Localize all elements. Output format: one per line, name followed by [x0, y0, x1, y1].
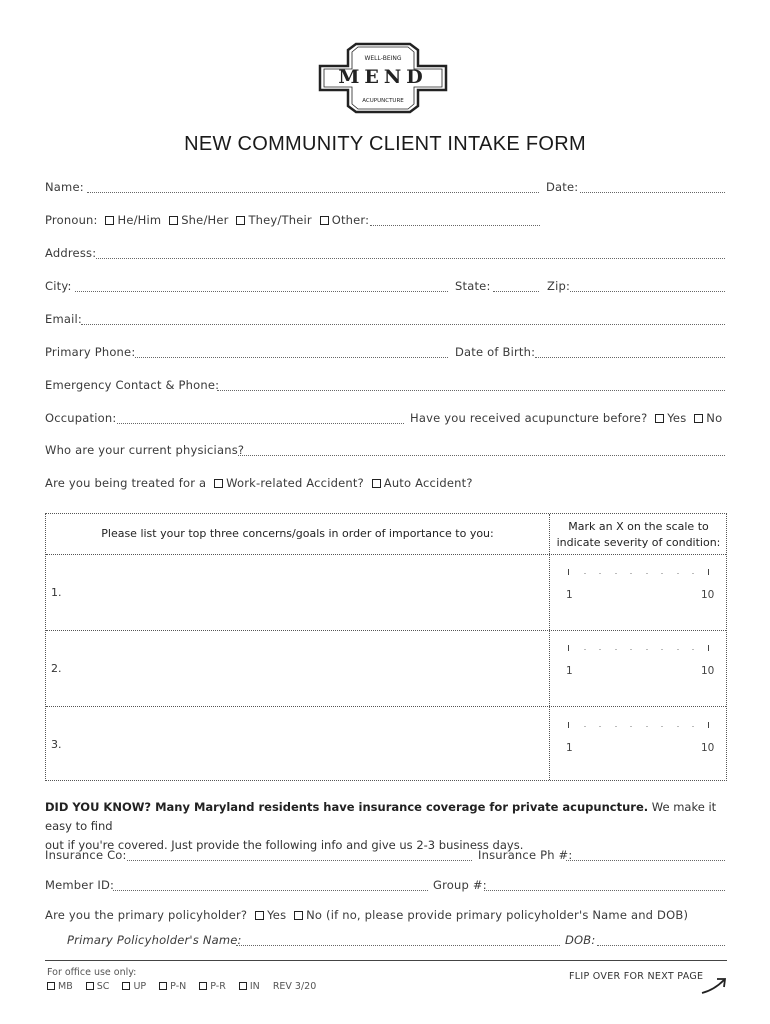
insurance-phone-label: Insurance Ph #:: [478, 848, 573, 862]
severity-header: [549, 519, 728, 551]
they-their-checkbox[interactable]: [236, 216, 245, 225]
policyholder-dob-field[interactable]: [597, 945, 725, 946]
occupation-field[interactable]: [117, 423, 404, 424]
scale-dot: [692, 573, 694, 574]
zip-field[interactable]: [570, 291, 725, 292]
emergency-label: Emergency Contact & Phone:: [45, 378, 220, 392]
city-label: City:: [45, 279, 72, 293]
treated-for-label: Are you being treated for a: [45, 476, 207, 490]
scale-dot: [677, 573, 679, 574]
physicians-field[interactable]: [238, 455, 725, 456]
city-field[interactable]: [75, 291, 448, 292]
acu-no-checkbox[interactable]: [694, 414, 703, 423]
scale-dot: [646, 726, 648, 727]
scale-dot: [630, 649, 632, 650]
state-label: State:: [455, 279, 491, 293]
svg-text:WELL-BEING: WELL-BEING: [364, 55, 402, 62]
severity-scale-3[interactable]: [561, 722, 721, 762]
scale-dot: [615, 649, 617, 650]
office-in-label: IN: [249, 981, 260, 992]
email-field[interactable]: [81, 324, 725, 325]
footer-rule: [45, 960, 727, 961]
office-sc-checkbox[interactable]: [86, 982, 94, 990]
accident-row: [45, 476, 473, 490]
scale-dot: [692, 726, 694, 727]
scale-dot: [677, 649, 679, 650]
auto-accident-checkbox[interactable]: [372, 479, 381, 488]
concern-1-field[interactable]: [64, 558, 544, 626]
concern-number: 2.: [51, 662, 62, 675]
scale-dot: [615, 726, 617, 727]
severity-scale-2[interactable]: [561, 645, 721, 685]
acu-yes-label: Yes: [667, 411, 687, 425]
group-field[interactable]: [484, 890, 725, 891]
office-sc-label: SC: [96, 981, 110, 992]
other-pronoun-field[interactable]: [370, 225, 540, 226]
mend-logo: [318, 42, 448, 114]
address-label: Address:: [45, 246, 97, 260]
date-field[interactable]: [580, 192, 725, 193]
acu-yes-checkbox[interactable]: [655, 414, 664, 423]
policy-yes-label: Yes: [267, 908, 287, 922]
acupuncture-question: [410, 411, 722, 425]
date-label: Date:: [546, 180, 579, 194]
office-pn-checkbox[interactable]: [159, 982, 167, 990]
office-up-checkbox[interactable]: [122, 982, 130, 990]
phone-label: Primary Phone:: [45, 345, 136, 359]
insurance-note-bold: DID YOU KNOW? Many Maryland residents have insurance coverage for private acupuncture.: [45, 800, 649, 814]
table-header-divider: [46, 554, 726, 555]
scale-tick: [708, 569, 709, 575]
office-pr-checkbox[interactable]: [199, 982, 207, 990]
member-id-label: Member ID:: [45, 878, 115, 892]
concern-number: 1.: [51, 586, 62, 599]
address-field[interactable]: [96, 258, 725, 259]
policyholder-row: [45, 908, 688, 922]
concerns-table: [45, 513, 727, 781]
concern-3-field[interactable]: [64, 710, 544, 778]
auto-accident-label: Auto Accident?: [383, 476, 473, 490]
policy-no-label: No (if no, please provide primary policyholder's Name and DOB): [306, 908, 689, 922]
scale-dot: [646, 649, 648, 650]
office-use-row: [47, 981, 316, 992]
name-label: Name:: [45, 180, 84, 194]
severity-header-line1: Mark an X on the scale to: [568, 520, 709, 533]
scale-dot: [630, 726, 632, 727]
flip-over-label: FLIP OVER FOR NEXT PAGE: [569, 971, 704, 982]
concern-2-field[interactable]: [64, 634, 544, 702]
group-label: Group #:: [433, 878, 487, 892]
other-label: Other:: [331, 213, 370, 227]
office-pn-label: P-N: [170, 981, 187, 992]
insurance-co-label: Insurance Co:: [45, 848, 127, 862]
scale-dot: [661, 649, 663, 650]
scale-tick: [568, 722, 569, 728]
scale-dot: [692, 649, 694, 650]
scale-max-label: 10: [701, 665, 715, 677]
they-their-label: They/Their: [248, 213, 312, 227]
scale-dot: [630, 573, 632, 574]
scale-tick: [708, 722, 709, 728]
scale-tick: [568, 569, 569, 575]
emergency-field[interactable]: [217, 390, 725, 391]
email-label: Email:: [45, 312, 82, 326]
scale-dot: [677, 726, 679, 727]
occupation-label: Occupation:: [45, 411, 117, 425]
acu-no-label: No: [706, 411, 723, 425]
scale-dot: [599, 573, 601, 574]
scale-min-label: 1: [566, 589, 573, 601]
scale-tick: [568, 645, 569, 651]
insurance-co-field[interactable]: [127, 860, 472, 861]
office-mb-checkbox[interactable]: [47, 982, 55, 990]
page-title: NEW COMMUNITY CLIENT INTAKE FORM: [184, 133, 586, 155]
name-field[interactable]: [87, 192, 539, 193]
policy-no-checkbox[interactable]: [294, 911, 303, 920]
revision-label: REV 3/20: [272, 981, 317, 992]
policy-yes-checkbox[interactable]: [255, 911, 264, 920]
he-him-checkbox[interactable]: [105, 216, 114, 225]
other-checkbox[interactable]: [320, 216, 329, 225]
arrow-icon: [700, 974, 730, 996]
scale-max-label: 10: [701, 742, 715, 754]
pronoun-label: Pronoun:: [45, 213, 98, 227]
she-her-label: She/Her: [181, 213, 229, 227]
dob-label: Date of Birth:: [455, 345, 536, 359]
scale-dot: [599, 649, 601, 650]
work-accident-checkbox[interactable]: [214, 479, 223, 488]
pronoun-row: [45, 213, 369, 227]
scale-dot: [584, 649, 586, 650]
he-him-label: He/Him: [117, 213, 162, 227]
severity-scale-1[interactable]: [561, 569, 721, 609]
office-pr-label: P-R: [210, 981, 226, 992]
zip-label: Zip:: [547, 279, 571, 293]
concerns-header: Please list your top three concerns/goals in order of importance to you:: [101, 527, 494, 540]
svg-text:ACUPUNCTURE: ACUPUNCTURE: [362, 98, 404, 104]
insurance-note-text-2: out if you're covered. Just provide the following info and give us 2-3 business days.: [45, 838, 524, 852]
scale-min-label: 1: [566, 742, 573, 754]
dob-field[interactable]: [535, 357, 725, 358]
row-divider: [46, 630, 726, 631]
policyholder-dob-label: DOB:: [565, 933, 596, 947]
concern-number: 3.: [51, 738, 62, 751]
scale-min-label: 1: [566, 665, 573, 677]
office-up-label: UP: [133, 981, 147, 992]
scale-dot: [661, 726, 663, 727]
office-mb-label: MB: [58, 981, 73, 992]
work-accident-label: Work-related Accident?: [226, 476, 364, 490]
policyholder-name-label: Primary Policyholder's Name:: [67, 933, 242, 947]
row-divider: [46, 706, 726, 707]
scale-tick: [708, 645, 709, 651]
scale-dot: [584, 726, 586, 727]
phone-field[interactable]: [135, 357, 448, 358]
acupuncture-before-label: Have you received acupuncture before?: [410, 411, 648, 425]
scale-max-label: 10: [701, 589, 715, 601]
logo-main-text: MEND: [338, 66, 428, 88]
office-use-label: For office use only:: [47, 967, 137, 978]
state-field[interactable]: [493, 291, 539, 292]
scale-dot: [584, 573, 586, 574]
insurance-phone-field[interactable]: [566, 860, 725, 861]
insurance-note-text: We make it easy to find: [45, 800, 717, 833]
scale-dot: [646, 573, 648, 574]
member-id-field[interactable]: [113, 890, 428, 891]
scale-dot: [599, 726, 601, 727]
she-her-checkbox[interactable]: [169, 216, 178, 225]
severity-header-line2: indicate severity of condition:: [556, 536, 721, 549]
office-in-checkbox[interactable]: [239, 982, 247, 990]
insurance-note: [45, 798, 735, 855]
scale-dot: [661, 573, 663, 574]
policyholder-name-field[interactable]: [236, 945, 560, 946]
policyholder-question: Are you the primary policyholder?: [45, 908, 248, 922]
physicians-label: Who are your current physicians?: [45, 443, 245, 457]
scale-dot: [615, 573, 617, 574]
